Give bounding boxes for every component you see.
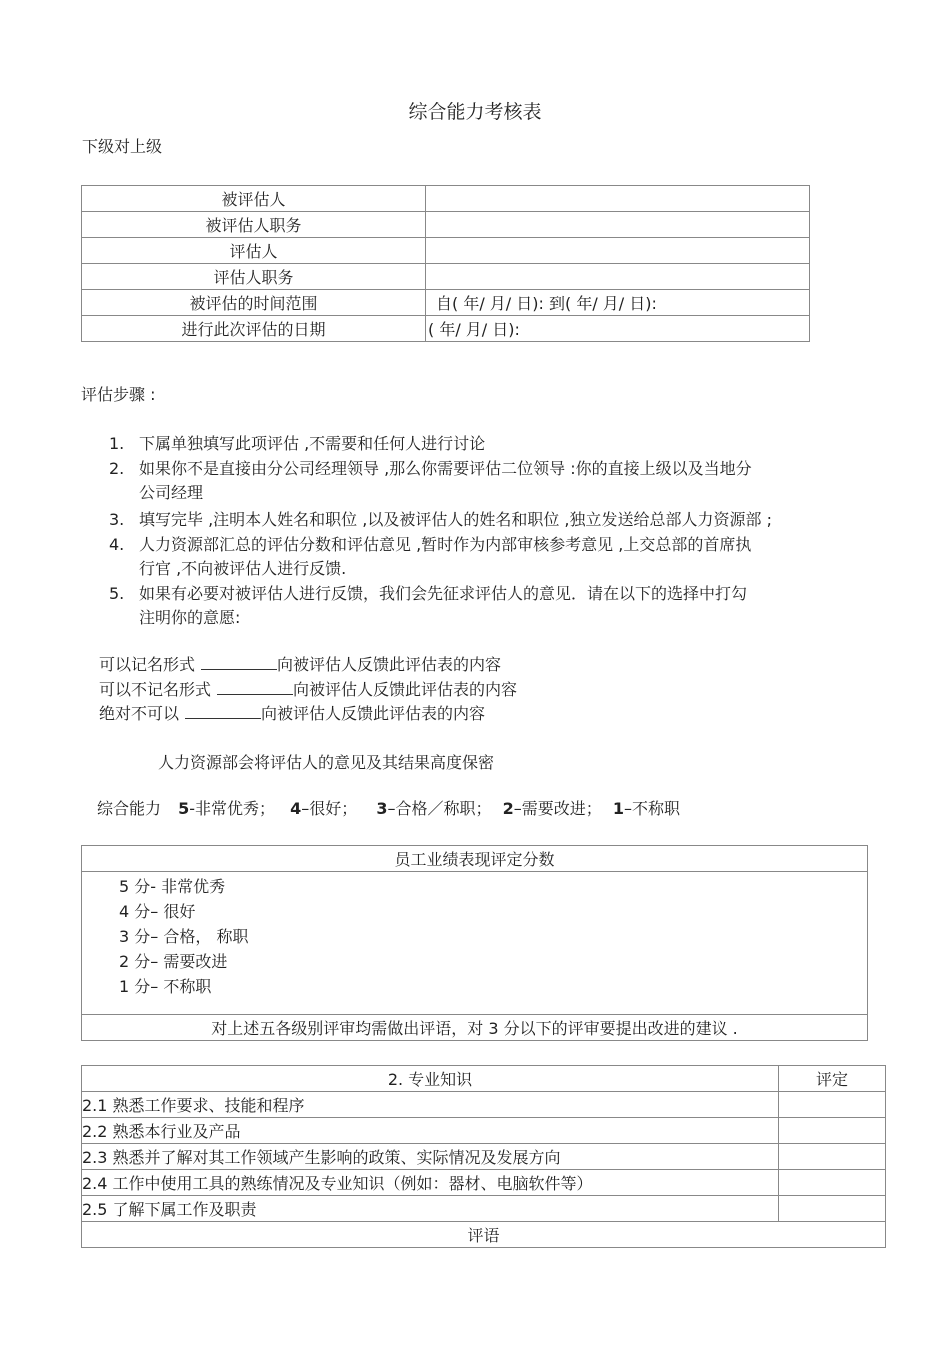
confidentiality-note: 人力资源部会将评估人的意见及其结果高度保密 (158, 753, 495, 772)
table-row (82, 316, 810, 342)
score-definition-table (81, 845, 868, 1041)
table-row (82, 1118, 886, 1144)
option-text: 向被评估人反馈此评估表的内容 (261, 704, 486, 723)
list-item: 5 分- 非常优秀 (119, 877, 226, 896)
table-footer-note: 对上述五各级别评审均需做出评语，对 3 分以下的评审要提出改进的建议 . (82, 1015, 868, 1041)
list-item (109, 507, 772, 530)
scale-number: 1 (612, 799, 625, 818)
checkmark-blank[interactable] (201, 655, 277, 670)
info-label: 被评估人职务 (82, 212, 426, 238)
info-value-field[interactable]: 自( 年/ 月/ 日): 到( 年/ 月/ 日): (426, 290, 810, 316)
table-row (82, 1066, 886, 1092)
list-item: 4 分– 很好 (119, 902, 196, 921)
knowledge-item: 2.4 工作中使用工具的熟练情况及专业知识（例如：器材、电脑软件等） (82, 1170, 779, 1196)
info-label: 评估人职务 (82, 264, 426, 290)
list-item (109, 431, 485, 454)
feedback-option (99, 701, 485, 724)
scale-number: 4 (290, 799, 302, 818)
table-row (82, 1196, 886, 1222)
scale-number: 3 (376, 799, 388, 818)
page-subtitle: 下级对上级 (82, 137, 163, 156)
step-text: 填写完毕 ,注明本人姓名和职位 ,以及被评估人的姓名和职位 ,独立发送给总部人力资源部 ; (139, 510, 772, 529)
step-number: 5. (109, 584, 125, 603)
feedback-option (99, 652, 501, 675)
option-label: 可以记名形式 (99, 655, 196, 674)
info-value-field[interactable] (426, 186, 810, 212)
professional-knowledge-table (81, 1065, 886, 1248)
scale-number: 2 (502, 799, 514, 818)
option-text: 向被评估人反馈此评估表的内容 (293, 680, 518, 699)
rating-scale-legend (97, 796, 680, 819)
step-number: 2. (109, 459, 125, 478)
table-row (82, 290, 810, 316)
list-item (109, 581, 747, 604)
step-text: 如果你不是直接由分公司经理领导 ,那么你需要评估二位领导 :你的直接上级以及当地分 (139, 459, 752, 478)
step-number: 3. (109, 510, 125, 529)
option-text: 向被评估人反馈此评估表的内容 (277, 655, 502, 674)
table-header: 员工业绩表现评定分数 (82, 846, 868, 872)
info-label: 被评估人 (82, 186, 426, 212)
page-title: 综合能力考核表 (408, 101, 542, 123)
steps-heading: 评估步骤 : (81, 385, 156, 404)
option-label: 绝对不可以 (99, 704, 180, 723)
step-number: 1. (109, 434, 125, 453)
checkmark-blank[interactable] (185, 704, 261, 719)
rating-cell[interactable] (779, 1170, 886, 1196)
table-row (82, 238, 810, 264)
step-text: 人力资源部汇总的评估分数和评估意见 ,暂时作为内部审核参考意见 ,上交总部的首席执 (139, 535, 752, 554)
info-value-field[interactable] (426, 238, 810, 264)
score-level-list (82, 872, 868, 1015)
table-row (82, 1222, 886, 1248)
list-item (109, 456, 752, 479)
step-text: 如果有必要对被评估人进行反馈，我们会先征求评估人的意见．请在以下的选择中打勾 (139, 584, 748, 603)
list-item (109, 532, 751, 555)
info-label: 评估人 (82, 238, 426, 264)
table-row (82, 1144, 886, 1170)
list-item: 1 分– 不称职 (119, 977, 212, 996)
checkmark-blank[interactable] (217, 680, 293, 695)
table-header: 2. 专业知识 (82, 1066, 779, 1092)
list-item: 3 分– 合格， 称职 (119, 927, 249, 946)
info-value-field[interactable] (426, 212, 810, 238)
evaluation-info-table (81, 185, 810, 342)
scale-prefix: 综合能力 (97, 799, 162, 818)
list-item: 2 分– 需要改进 (119, 952, 228, 971)
rating-header: 评定 (779, 1066, 886, 1092)
info-value-field[interactable]: ( 年/ 月/ 日): (426, 316, 810, 342)
scale-text: –合格／称职； (387, 799, 492, 818)
rating-cell[interactable] (779, 1118, 886, 1144)
step-number: 4. (109, 535, 125, 554)
knowledge-item: 2.5 了解下属工作及职责 (82, 1196, 779, 1222)
step-text-continued: 行官 ,不向被评估人进行反馈. (139, 559, 347, 578)
table-row (82, 212, 810, 238)
rating-cell[interactable] (779, 1144, 886, 1170)
step-text-continued: 注明你的意愿: (139, 608, 241, 627)
rating-cell[interactable] (779, 1092, 886, 1118)
knowledge-item: 2.1 熟悉工作要求、技能和程序 (82, 1092, 779, 1118)
table-row (82, 1170, 886, 1196)
step-text-continued: 公司经理 (139, 483, 204, 502)
info-label: 进行此次评估的日期 (82, 316, 426, 342)
scale-text: -非常优秀； (189, 799, 276, 818)
step-text: 下属单独填写此项评估 ,不需要和任何人进行讨论 (139, 434, 486, 453)
knowledge-item: 2.3 熟悉并了解对其工作领域产生影响的政策、实际情况及发展方向 (82, 1144, 779, 1170)
info-value-field[interactable] (426, 264, 810, 290)
option-label: 可以不记名形式 (99, 680, 212, 699)
rating-cell[interactable] (779, 1196, 886, 1222)
table-row (82, 1092, 886, 1118)
comment-label: 评语 (82, 1222, 886, 1248)
table-row (82, 264, 810, 290)
table-row (82, 846, 868, 872)
table-row (82, 1015, 868, 1041)
feedback-option (99, 677, 517, 700)
scale-number: 5 (178, 799, 190, 818)
scale-text: –不称职 (624, 799, 681, 818)
table-row (82, 186, 810, 212)
table-row (82, 872, 868, 1015)
scale-text: –很好； (301, 799, 358, 818)
knowledge-item: 2.2 熟悉本行业及产品 (82, 1118, 779, 1144)
scale-text: –需要改进； (513, 799, 602, 818)
info-label: 被评估的时间范围 (82, 290, 426, 316)
